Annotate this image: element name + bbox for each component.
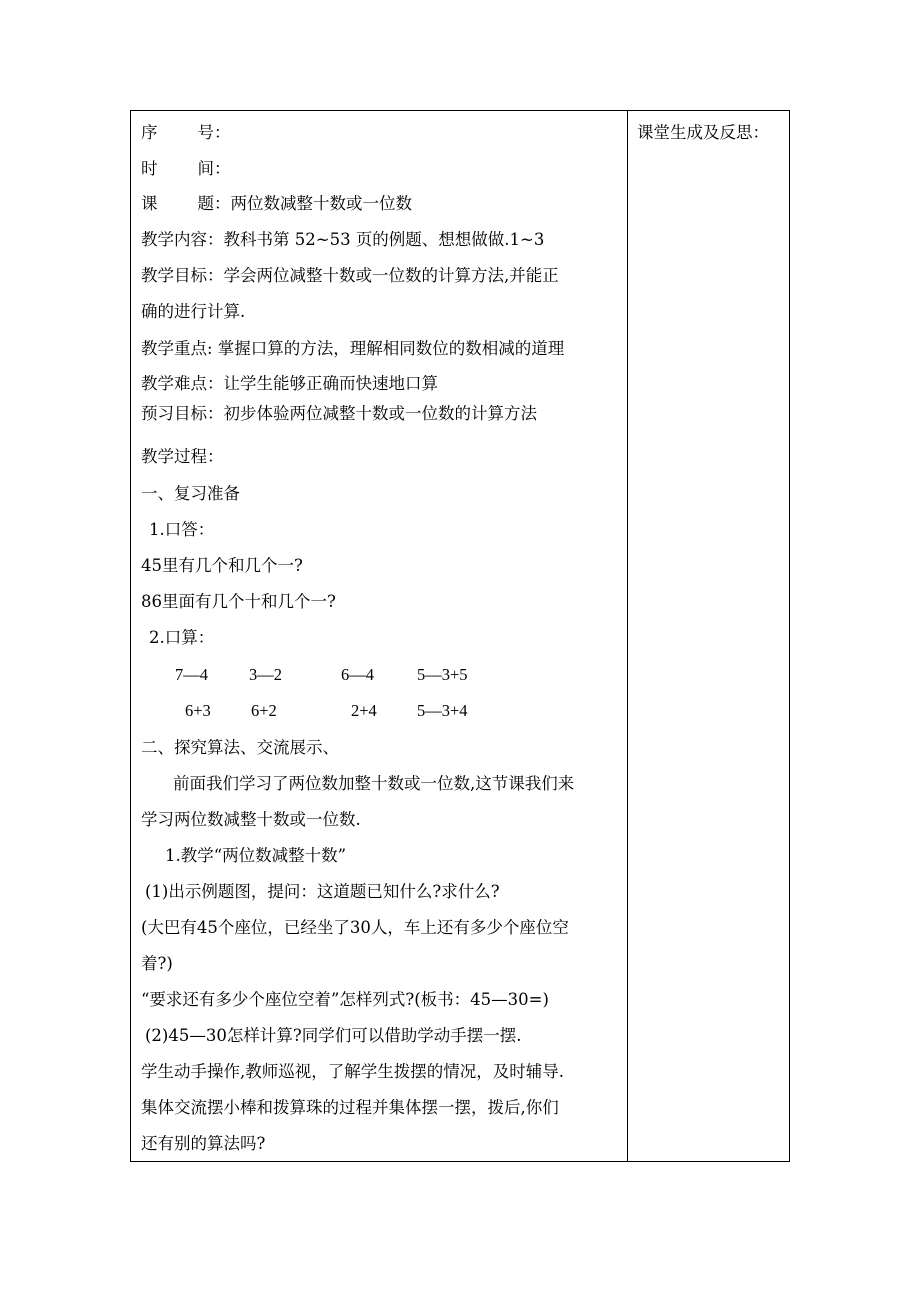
step-1: (1)出示例题图，提问：这道题已知什么?求什么? [145, 882, 500, 901]
time-label-char: 时 [141, 159, 158, 178]
teaching-key-point: 教学重点: 掌握口算的方法，理解相同数位的数相减的道理 [141, 339, 565, 358]
share-line2: 还有别的算法吗? [141, 1134, 266, 1153]
formula-question: “要求还有多少个座位空着”怎样列式?(板书：45—30=) [141, 990, 549, 1009]
teaching-difficulty: 教学难点：让学生能够正确而快速地口算 [141, 374, 438, 393]
oral-calc-label: 2.口算： [149, 628, 215, 647]
oral-answer-label: 1.口答： [149, 520, 215, 539]
question-2: 86里面有几个十和几个一? [141, 592, 336, 611]
calc-row1-item1: 7—4 [175, 665, 208, 684]
student-operation: 学生动手操作,教师巡视，了解学生拨摆的情况，及时辅导. [141, 1062, 564, 1081]
calc-row2-item4: 5—3+4 [417, 701, 468, 720]
question-1: 45里有几个和几个一? [141, 556, 303, 575]
section-review: 一、复习准备 [141, 484, 240, 503]
seq-label-char: 序 [141, 123, 158, 142]
intro-line1: 前面我们学习了两位数加整十数或一位数,这节课我们来 [173, 774, 575, 793]
section-explore: 二、探究算法、交流展示、 [141, 738, 339, 757]
calc-row2-item1: 6+3 [185, 701, 211, 720]
seq-number-label [141, 123, 231, 143]
share-line1: 集体交流摆小棒和拨算珠的过程并集体摆一摆，拨后,你们 [141, 1098, 559, 1117]
topic-line [141, 194, 412, 214]
reflection-label: 课堂生成及反思： [637, 123, 769, 142]
time-label [141, 159, 231, 179]
teaching-content: 教学内容：教科书第 52~53 页的例题、想想做做.1~3 [141, 230, 545, 249]
teaching-goal-line1: 教学目标：学会两位减整十数或一位数的计算方法,并能正 [141, 266, 559, 285]
teach-subtract-tens: 1.教学“两位数减整十数” [165, 846, 347, 865]
column-divider [627, 111, 628, 1161]
step-2: (2)45—30怎样计算?同学们可以借助学动手摆一摆. [145, 1026, 522, 1045]
process-title: 教学过程： [141, 447, 224, 466]
calc-row2-item3: 2+4 [351, 701, 377, 720]
calc-row2-item2: 6+2 [251, 701, 277, 720]
seq-label-rest: 号： [197, 123, 231, 142]
topic-value: 两位数减整十数或一位数 [230, 194, 412, 213]
calc-row1-item2: 3—2 [249, 665, 282, 684]
example-line2: 着?) [141, 954, 173, 973]
teaching-goal-line2: 确的进行计算. [141, 302, 246, 321]
lesson-plan-table [130, 110, 790, 1162]
time-label-rest: 间： [197, 159, 231, 178]
preview-goal: 预习目标：初步体验两位减整十数或一位数的计算方法 [141, 404, 537, 423]
intro-line2: 学习两位数减整十数或一位数. [141, 810, 361, 829]
topic-label-char: 课 [141, 194, 158, 213]
calc-row1-item3: 6—4 [341, 665, 374, 684]
example-line1: (大巴有45个座位，已经坐了30人，车上还有多少个座位空 [141, 918, 569, 937]
topic-label-rest: 题： [197, 194, 231, 213]
calc-row1-item4: 5—3+5 [417, 665, 468, 684]
